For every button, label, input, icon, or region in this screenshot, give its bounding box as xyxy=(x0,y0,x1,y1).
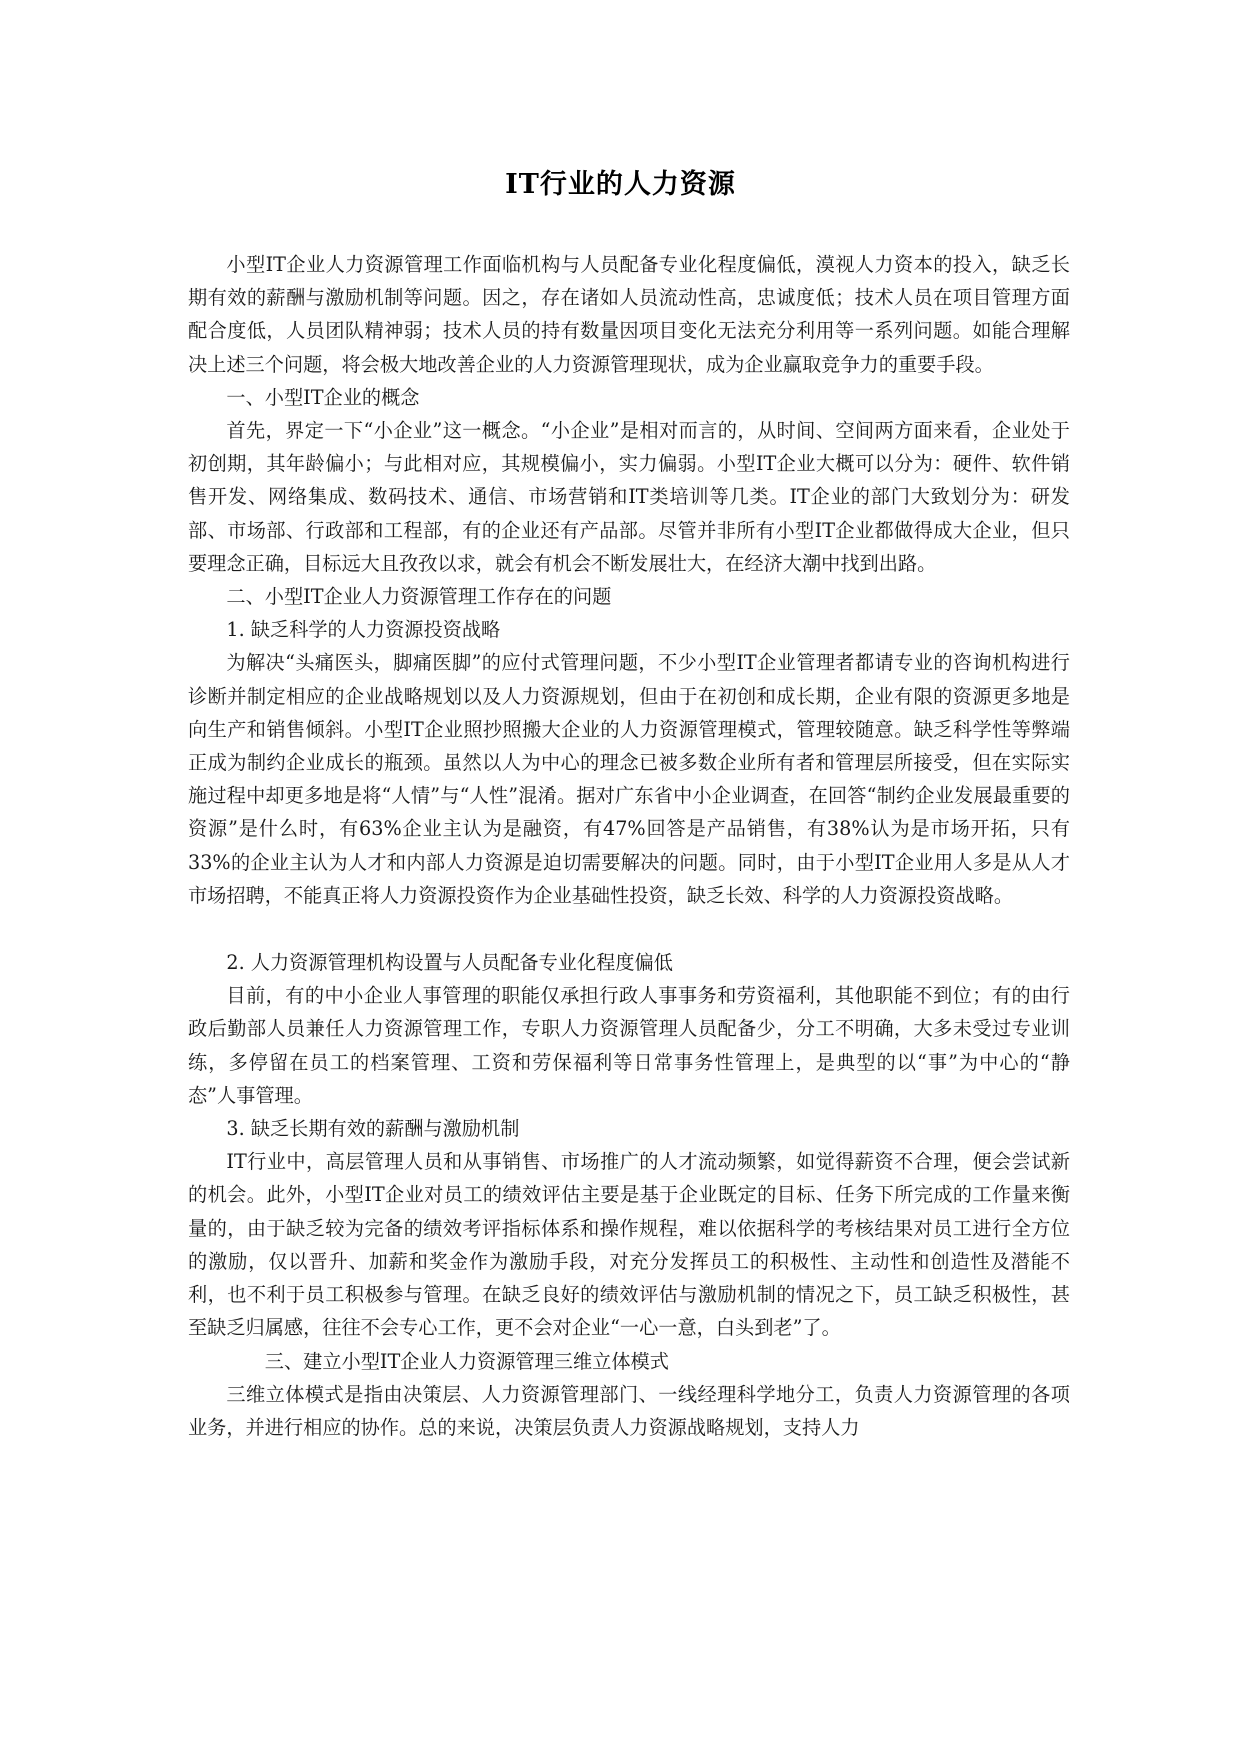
section-heading-1: 一、小型IT企业的概念 xyxy=(226,385,420,409)
document-title: IT行业的人力资源 xyxy=(505,169,736,200)
section-heading-2: 二、小型IT企业人力资源管理工作存在的问题 xyxy=(226,585,612,609)
model-paragraph: 三维立体模式是指由决策层、人力资源管理部门、一线经理科学地分工，负责人力资源管理的各项业务，并进行相应的协作。总的来说，决策层负责人力资源战略规划，支持人力 xyxy=(188,1382,1070,1439)
incentive-paragraph: IT行业中，高层管理人员和从事销售、市场推广的人才流动频繁，如觉得薪资不合理，便会尝试新的机会。此外，小型IT企业对员工的绩效评估主要是基于企业既定的目标、任务下所完成的工作量来衡量的，由于缺乏较为完备的绩效考评指标体系和操作规程，难以依据科学的考核结果对员工进行全方位的激励，仅以晋升、加薪和奖金作为激励手段，对充分发挥员工的积极性、主动性和创造性及潜能不利，也不利于员工积极参与管理。在缺乏良好的绩效评估与激励机制的情况之下，员工缺乏积极性，甚至缺乏归属感，往往不会专心工作，更不会对企业“一心一意，白头到老”了。 xyxy=(188,1150,1070,1340)
document-body xyxy=(188,248,1070,1444)
investment-paragraph: 为解决“头痛医头，脚痛医脚”的应付式管理问题，不少小型IT企业管理者都请专业的咨询机构进行诊断并制定相应的企业战略规划以及人力资源规划，但由于在初创和成长期，企业有限的资源更多地是向生产和销售倾斜。小型IT企业照抄照搬大企业的人力资源管理模式，管理较随意。缺乏科学性等弊端正成为制约企业成长的瓶颈。虽然以人为中心的理念已被多数企业所有者和管理层所接受，但在实际实施过程中却更多地是将“人情”与“人性”混淆。据对广东省中小企业调查，在回答“制约企业发展最重要的资源”是什么时，有63%企业主认为是融资，有47%回答是产品销售，有38%认为是市场开拓，只有33%的企业主认为人才和内部人力资源是迫切需要解决的问题。同时，由于小型IT企业用人多是从人才市场招聘，不能真正将人力资源投资作为企业基础性投资，缺乏长效、科学的人力资源投资战略。 xyxy=(188,651,1070,907)
section-heading-3: 三、建立小型IT企业人力资源管理三维立体模式 xyxy=(264,1349,669,1373)
organization-paragraph: 目前，有的中小企业人事管理的职能仅承担行政人事事务和劳资福利，其他职能不到位；有的由行政后勤部人员兼任人力资源管理工作，专职人力资源管理人员配备少，分工不明确，大多未受过专业训练，多停留在员工的档案管理、工资和劳保福利等日常事务性管理上，是典型的以“事”为中心的“静态”人事管理。 xyxy=(188,984,1070,1107)
concept-paragraph: 首先，界定一下“小企业”这一概念。“小企业”是相对而言的，从时间、空间两方面来看，企业处于初创期，其年龄偏小；与此相对应，其规模偏小，实力偏弱。小型IT企业大概可以分为：硬件、软件销售开发、网络集成、数码技术、通信、市场营销和IT类培训等几类。IT企业的部门大致划分为：研发部、市场部、行政部和工程部，有的企业还有产品部。尽管并非所有小型IT企业都做得成大企业，但只要理念正确，目标远大且孜孜以求，就会有机会不断发展壮大，在经济大潮中找到出路。 xyxy=(188,419,1070,575)
intro-paragraph: 小型IT企业人力资源管理工作面临机构与人员配备专业化程度偏低，漠视人力资本的投入，缺乏长期有效的薪酬与激励机制等问题。因之，存在诸如人员流动性高，忠诚度低；技术人员在项目管理方面配合度低，人员团队精神弱；技术人员的持有数量因项目变化无法充分利用等一系列问题。如能合理解决上述三个问题，将会极大地改善企业的人力资源管理现状，成为企业赢取竞争力的重要手段。 xyxy=(188,253,1070,376)
subsection-heading-2: 2. 人力资源管理机构设置与人员配备专业化程度偏低 xyxy=(226,951,673,975)
subsection-heading-1: 1. 缺乏科学的人力资源投资战略 xyxy=(226,618,501,642)
subsection-heading-3: 3. 缺乏长期有效的薪酬与激励机制 xyxy=(226,1117,520,1141)
